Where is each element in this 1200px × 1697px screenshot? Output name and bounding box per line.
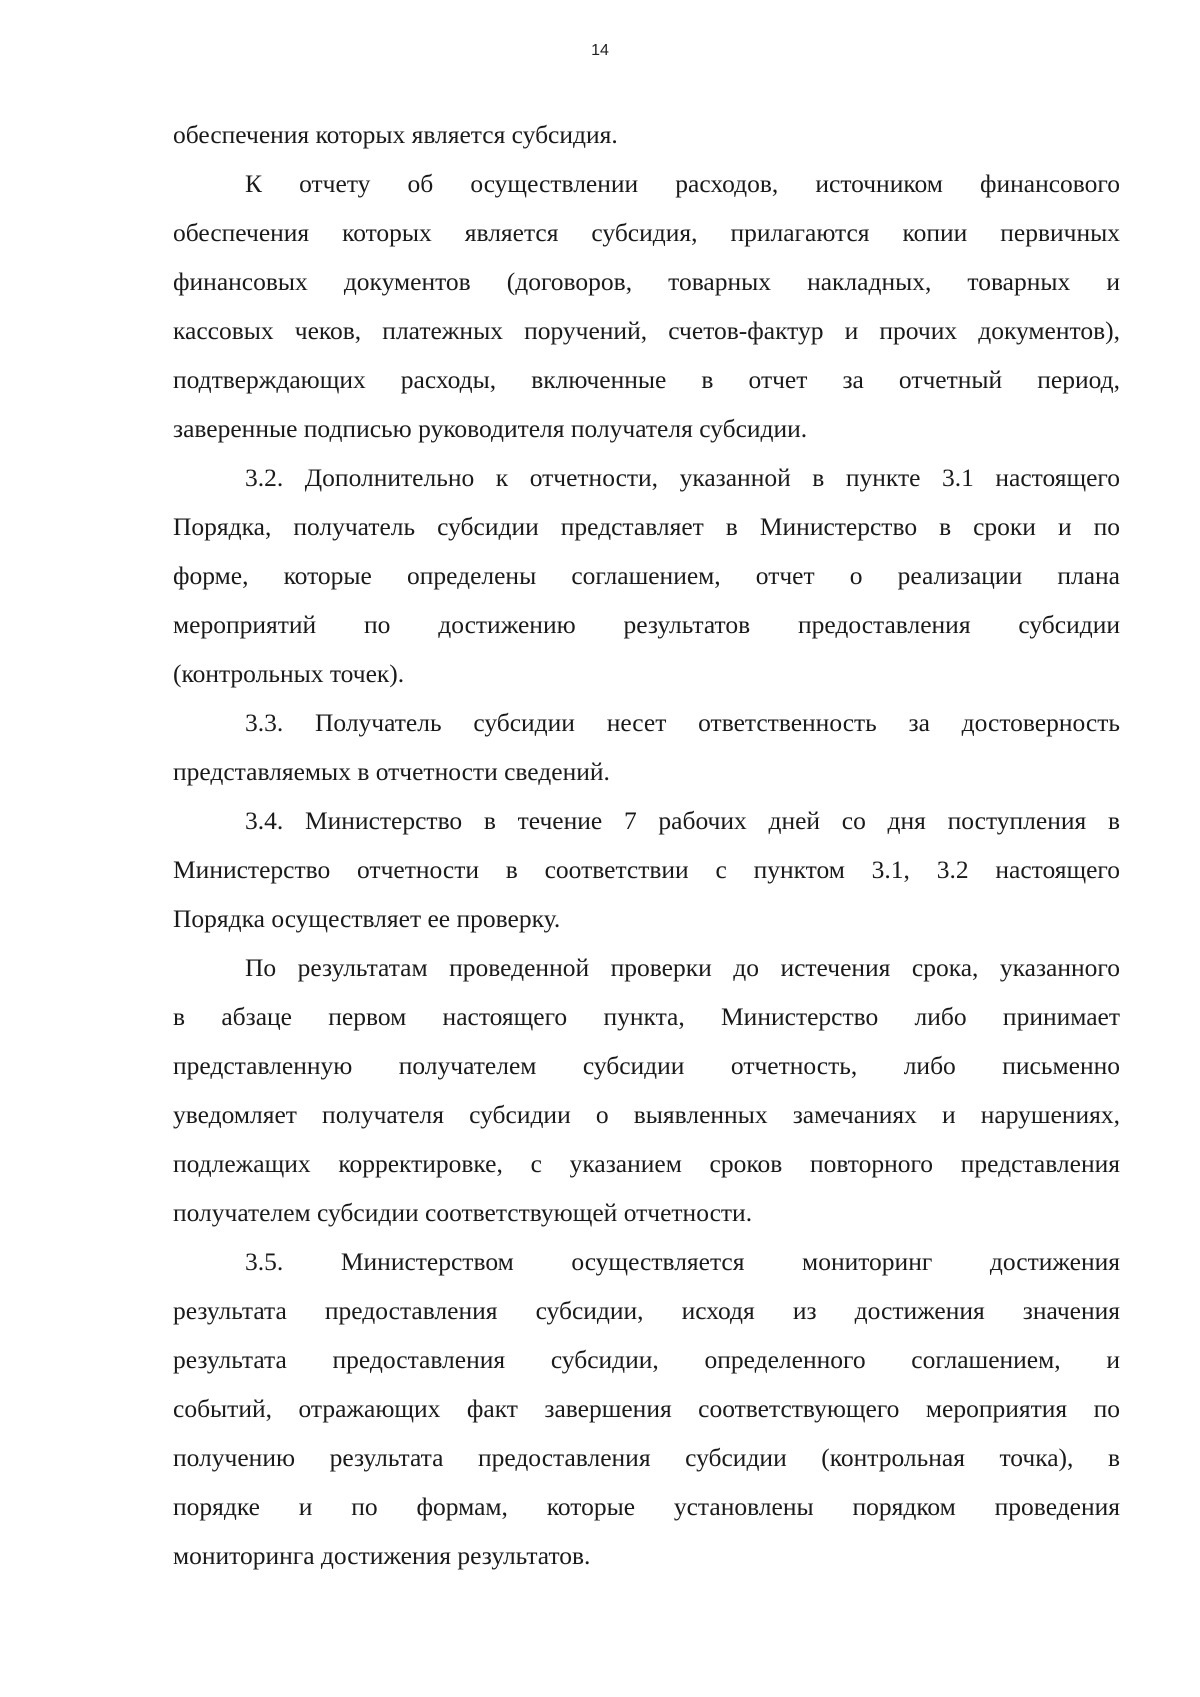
text-line: кассовых чеков, платежных поручений, счетов-фактур и прочих документов),	[173, 316, 1120, 345]
text-line: событий, отражающих факт завершения соответствующего мероприятия по	[173, 1394, 1120, 1423]
text-line: в абзаце первом настоящего пункта, Министерство либо принимает	[173, 1002, 1120, 1031]
text-line: подлежащих корректировке, с указанием сроков повторного представления	[173, 1149, 1120, 1178]
text-line: подтверждающих расходы, включенные в отчет за отчетный период,	[173, 365, 1120, 394]
text-line: (контрольных точек).	[173, 659, 405, 688]
text-line: финансовых документов (договоров, товарных накладных, товарных и	[173, 267, 1120, 296]
text-line: результата предоставления субсидии, определенного соглашением, и	[173, 1345, 1120, 1374]
text-line: 3.3. Получатель субсидии несет ответственность за достоверность	[245, 708, 1120, 737]
document-body	[173, 110, 1120, 1580]
text-line: уведомляет получателя субсидии о выявленных замечаниях и нарушениях,	[173, 1100, 1120, 1129]
text-line: 3.4. Министерство в течение 7 рабочих дней со дня поступления в	[245, 806, 1120, 835]
paragraph-3-5	[173, 1237, 1120, 1580]
text-line: заверенные подписью руководителя получателя субсидии.	[173, 414, 808, 443]
text-line: По результатам проведенной проверки до истечения срока, указанного	[245, 953, 1120, 982]
text-line: Порядка осуществляет ее проверку.	[173, 904, 561, 933]
paragraph-check-results	[173, 943, 1120, 1237]
text-line: Порядка, получатель субсидии представляет в Министерство в сроки и по	[173, 512, 1120, 541]
text-line: получателем субсидии соответствующей отчетности.	[173, 1198, 753, 1227]
text-line: результата предоставления субсидии, исходя из достижения значения	[173, 1296, 1120, 1325]
paragraph-report-attachments	[173, 159, 1120, 453]
paragraph-3-4	[173, 796, 1120, 943]
text-line: К отчету об осуществлении расходов, источником финансового	[245, 169, 1120, 198]
text-line: получению результата предоставления субсидии (контрольная точка), в	[173, 1443, 1120, 1472]
text-line: представляемых в отчетности сведений.	[173, 757, 610, 786]
text-line: обеспечения которых является субсидия, прилагаются копии первичных	[173, 218, 1120, 247]
text-line: мониторинга достижения результатов.	[173, 1541, 591, 1570]
text-line: 3.2. Дополнительно к отчетности, указанной в пункте 3.1 настоящего	[245, 463, 1120, 492]
text-line: порядке и по формам, которые установлены порядком проведения	[173, 1492, 1120, 1521]
paragraph-continuation	[173, 110, 1120, 159]
paragraph-3-2	[173, 453, 1120, 698]
text-line: представленную получателем субсидии отчетность, либо письменно	[173, 1051, 1120, 1080]
text-line: мероприятий по достижению результатов предоставления субсидии	[173, 610, 1120, 639]
text-line: обеспечения которых является субсидия.	[173, 120, 618, 149]
paragraph-3-3	[173, 698, 1120, 796]
text-line: 3.5. Министерством осуществляется мониторинг достижения	[245, 1247, 1120, 1276]
page-number: 14	[591, 42, 609, 59]
text-line: форме, которые определены соглашением, отчет о реализации плана	[173, 561, 1120, 590]
text-line: Министерство отчетности в соответствии с пунктом 3.1, 3.2 настоящего	[173, 855, 1120, 884]
